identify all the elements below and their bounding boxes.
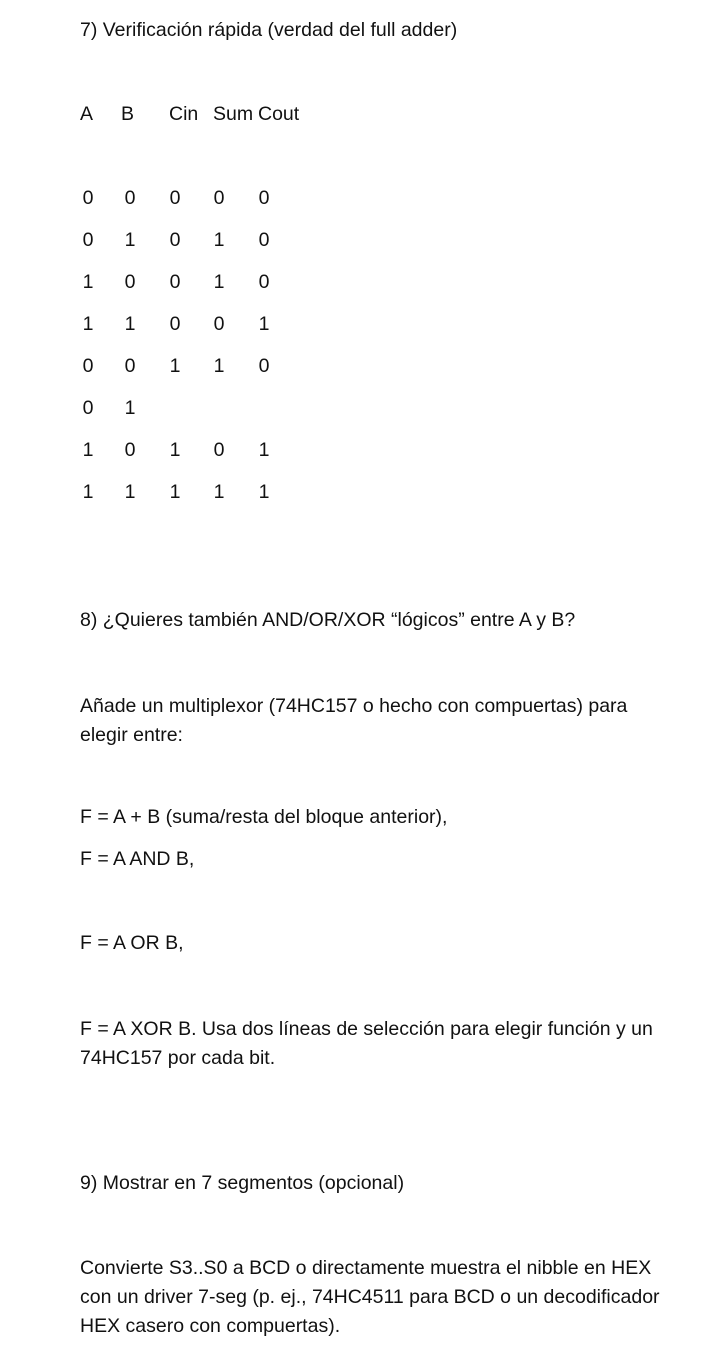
table-row [0,189,320,213]
table-cell: 0 [82,397,94,419]
section-9-body: Convierte S3..S0 a BCD o directamente muestra el nibble en HEX con un driver 7-seg (p. ej., 74HC4511 para BCD o un decodificador HEX casero con compuertas). [80,1257,660,1337]
table-cell: 0 [258,271,270,293]
table-cell: 1 [82,481,94,503]
table-cell: 1 [169,439,181,461]
table-cell: 1 [82,313,94,335]
table-cell: 1 [124,481,136,503]
table-cell: 0 [169,187,181,209]
table-cell: 1 [213,481,225,503]
function-option-or: F = A OR B, [80,932,184,954]
table-row [0,399,320,423]
function-option-add: F = A + B (suma/resta del bloque anterior), [80,806,448,828]
table-cell: 0 [124,355,136,377]
table-cell: 0 [82,355,94,377]
table-cell: 0 [213,187,225,209]
table-row [0,315,320,339]
table-header-cout: Cout [258,103,300,125]
table-cell: 1 [124,229,136,251]
table-cell: 0 [258,355,270,377]
section-8-intro: Añade un multiplexor (74HC157 o hecho con compuertas) para elegir entre: [80,695,628,746]
table-cell: 0 [124,439,136,461]
table-row [0,357,320,381]
table-cell: 1 [124,397,136,419]
table-cell: 0 [82,187,94,209]
table-cell: 1 [82,271,94,293]
section-7-heading: 7) Verificación rápida (verdad del full adder) [80,19,458,41]
table-header-cin: Cin [169,103,199,125]
table-cell: 0 [258,187,270,209]
function-option-and: F = A AND B, [80,848,195,870]
table-cell: 0 [213,439,225,461]
table-cell: 1 [258,481,270,503]
table-cell: 0 [82,229,94,251]
table-row [0,441,320,465]
table-cell: 1 [258,313,270,335]
table-header-a: A [80,103,94,125]
table-row [0,483,320,507]
truth-table [0,0,720,520]
function-option-xor: F = A XOR B. Usa dos líneas de selección para elegir función y un 74HC157 por cada bit. [80,1018,653,1069]
table-cell: 1 [169,481,181,503]
table-cell: 1 [213,271,225,293]
table-header-sum: Sum [213,103,254,125]
table-row [0,273,320,297]
table-cell: 1 [169,355,181,377]
table-cell: 1 [213,229,225,251]
table-cell: 0 [213,313,225,335]
table-cell: 1 [82,439,94,461]
table-cell: 0 [169,271,181,293]
table-cell: 1 [258,439,270,461]
section-8-heading: 8) ¿Quieres también AND/OR/XOR “lógicos” entre A y B? [80,609,576,631]
table-cell: 0 [169,313,181,335]
table-cell: 0 [169,229,181,251]
table-row [0,231,320,255]
table-cell: 0 [124,271,136,293]
table-cell: 0 [258,229,270,251]
section-9-heading: 9) Mostrar en 7 segmentos (opcional) [80,1172,405,1194]
table-cell: 1 [213,355,225,377]
table-cell: 1 [124,313,136,335]
table-cell: 0 [124,187,136,209]
table-header-b: B [121,103,135,125]
